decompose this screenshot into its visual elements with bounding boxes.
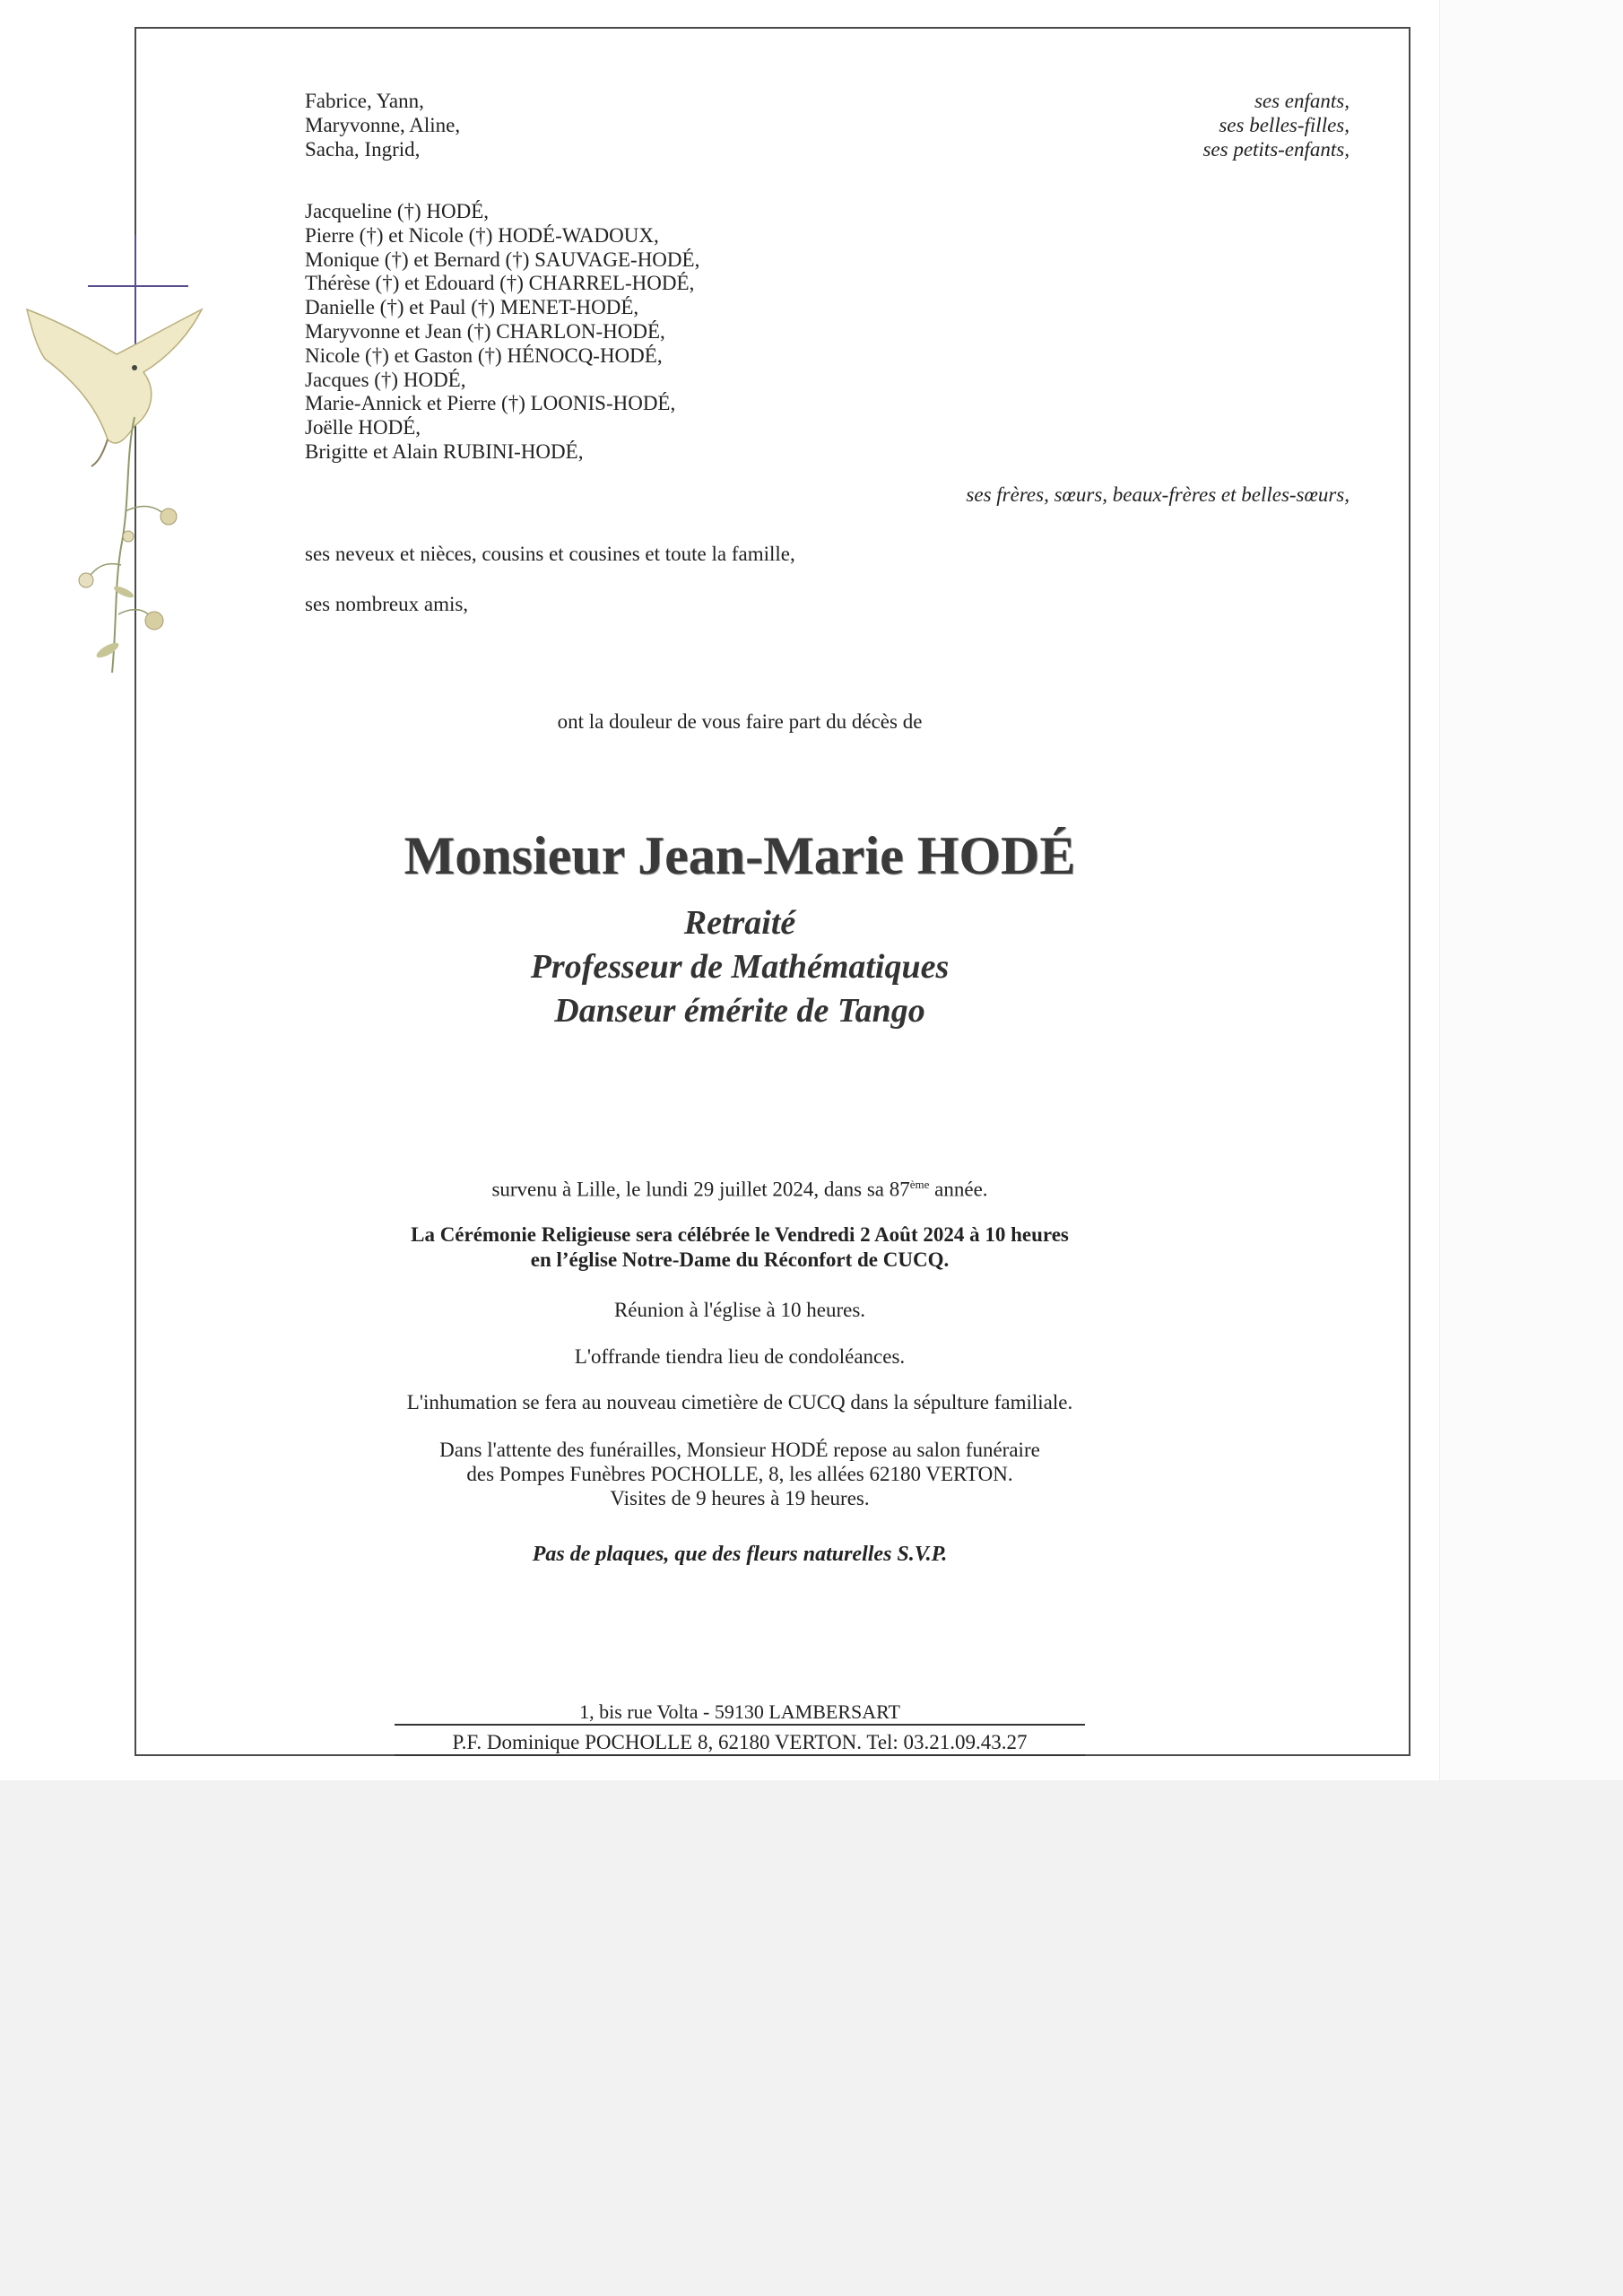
title-line: Professeur de Mathématiques [530, 948, 950, 986]
funeral-home-info [135, 1438, 1345, 1510]
sibling-line: Marie-Annick et Pierre (†) LOONIS-HODÉ, [305, 392, 676, 415]
sibling-line: Monique (†) et Bernard (†) SAUVAGE-HODÉ, [305, 248, 700, 271]
sibling-line: Joëlle HODÉ, [305, 416, 421, 439]
sibling-line: Nicole (†) et Gaston (†) HÉNOCQ-HODÉ, [305, 344, 663, 367]
family-role: ses belles-filles, [1219, 114, 1350, 136]
burial-info: L'inhumation se fera au nouveau cimetière de CUCQ dans la sépulture familiale. [406, 1391, 1073, 1413]
sibling-line: Jacques (†) HODÉ, [305, 368, 466, 391]
death-details [135, 1178, 1345, 1202]
siblings-list [305, 200, 1350, 506]
salon-line: Visites de 9 heures à 19 heures. [610, 1487, 870, 1509]
reunion-info: Réunion à l'église à 10 heures. [613, 1299, 866, 1321]
sibling-line: Danielle (†) et Paul (†) MENET-HODÉ, [305, 296, 639, 319]
salon-line: Dans l'attente des funérailles, Monsieur HODÉ repose au salon funéraire [439, 1439, 1040, 1461]
siblings-role: ses frères, sœurs, beaux-frères et belles-sœurs, [966, 483, 1350, 506]
sibling-line: Jacqueline (†) HODÉ, [305, 200, 490, 222]
family-names: Fabrice, Yann, [305, 90, 424, 112]
family-row [305, 138, 1350, 161]
family-names: Sacha, Ingrid, [305, 138, 421, 161]
friends-line: ses nombreux amis, [305, 593, 469, 615]
footer-address: 1, bis rue Volta - 59130 LAMBERSART [395, 1700, 1085, 1726]
sibling-line: Brigitte et Alain RUBINI-HODÉ, [305, 439, 584, 463]
ordinal-suffix: ème [909, 1178, 930, 1191]
deceased-titles [135, 901, 1345, 1033]
ceremony-line: La Cérémonie Religieuse sera célébrée le Vendredi 2 Août 2024 à 10 heures [411, 1223, 1069, 1246]
family-row [305, 114, 1350, 137]
scan-background [0, 1780, 1623, 2296]
flowers-request: Pas de plaques, que des fleurs naturelles S.V.P. [532, 1543, 948, 1566]
scan-edge [1439, 0, 1623, 1780]
offering-info: L'offrande tiendra lieu de condoléances. [574, 1345, 906, 1368]
sibling-line: Maryvonne et Jean (†) CHARLON-HODÉ, [305, 319, 665, 343]
ceremony-info [135, 1222, 1345, 1273]
cross-bar [88, 285, 188, 287]
dove-icon [9, 305, 215, 682]
death-text-end: année. [929, 1178, 988, 1201]
announcement-intro: ont la douleur de vous faire part du décès de [557, 710, 923, 733]
footer-funeral-home: P.F. Dominique POCHOLLE 8, 62180 VERTON. Tel: 03.21.09.43.27 [395, 1731, 1085, 1756]
family-names: Maryvonne, Aline, [305, 114, 461, 136]
salon-line: des Pompes Funèbres POCHOLLE, 8, les allées 62180 VERTON. [466, 1463, 1013, 1485]
sibling-line: Pierre (†) et Nicole (†) HODÉ-WADOUX, [305, 223, 659, 247]
family-row [305, 90, 1350, 113]
extended-family: ses neveux et nièces, cousins et cousines et toute la famille, [305, 543, 795, 565]
title-line: Retraité [683, 904, 796, 942]
deceased-name: Monsieur Jean-Marie HODÉ [404, 826, 1076, 885]
family-role: ses petits-enfants, [1202, 138, 1350, 161]
sibling-line: Thérèse (†) et Edouard (†) CHARREL-HODÉ, [305, 272, 695, 295]
title-line: Danseur émérite de Tango [554, 992, 925, 1030]
death-text: survenu à Lille, le lundi 29 juillet 2024, dans sa 87 [491, 1178, 910, 1201]
ceremony-line: en l’église Notre-Dame du Réconfort de CUCQ. [530, 1248, 950, 1271]
immediate-family [305, 90, 1350, 162]
family-role: ses enfants, [1254, 90, 1350, 112]
